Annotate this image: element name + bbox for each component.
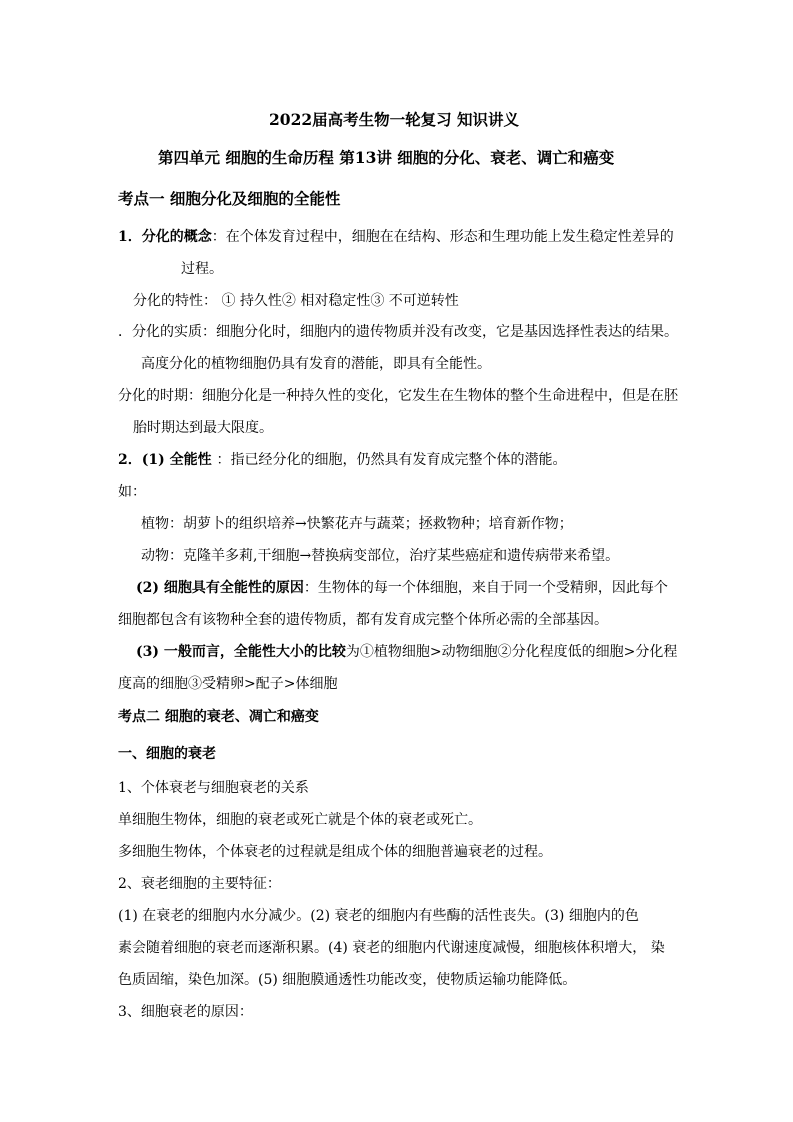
paragraph-animal-examples: 动物：克隆羊多莉,干细胞→替换病变部位，治疗某些癌症和遗传病带来希望。 xyxy=(141,548,620,564)
aging-features-line-1: (1) 在衰老的细胞内水分减少。(2) 衰老的细胞内有些酶的活性丧失。(3) 细胞内的色 xyxy=(118,908,639,924)
paragraph-differentiation-concept xyxy=(118,228,674,246)
comparison-label: (3) 一般而言，全能性大小的比较 xyxy=(136,644,346,660)
paragraph-differentiation-essence: ．分化的实质：细胞分化时，细胞内的遗传物质并没有改变，它是基因选择性表达的结果。 xyxy=(118,324,678,340)
paragraph-unicellular: 单细胞生物体，细胞的衰老或死亡就是个体的衰老或死亡。 xyxy=(118,812,482,828)
concept-continuation: 过程。 xyxy=(181,261,223,277)
paragraph-totipotency xyxy=(118,451,566,469)
aging-features-line-2: 素会随着细胞的衰老而逐渐积累。(4) 衰老的细胞内代谢速度减慢，细胞核体积增大， 染 xyxy=(118,940,665,956)
paragraph-aging-features: 2、衰老细胞的主要特征： xyxy=(118,876,281,892)
totipotency-label: 2．(1) 全能性 xyxy=(118,452,217,468)
paragraph-such-as: 如： xyxy=(118,484,146,500)
paragraph-aging-relation: 1、个体衰老与细胞衰老的关系 xyxy=(118,780,309,796)
totipotency-text: ：指已经分化的细胞，仍然具有发育成完整个体的潜能。 xyxy=(216,452,567,468)
reason-label: (2) 细胞具有全能性的原因 xyxy=(136,580,304,596)
concept-text: ：在个体发育过程中，细胞在在结构、形态和生理功能上发生稳定性差异的 xyxy=(211,229,674,245)
paragraph-multicellular: 多细胞生物体，个体衰老的过程就是组成个体的细胞普遍衰老的过程。 xyxy=(118,844,552,860)
subsection-aging: 一、细胞的衰老 xyxy=(118,746,216,762)
comparison-text: 为①植物细胞>动物细胞②分化程度低的细胞>分化程 xyxy=(345,644,678,660)
section2-heading: 考点二 细胞的衰老、凋亡和癌变 xyxy=(118,709,319,725)
aging-features-line-3: 色质固缩，染色加深。(5) 细胞膜通透性功能改变，使物质运输功能降低。 xyxy=(118,972,577,988)
reason-text: ：生物体的每一个体细胞，来自于同一个受精卵，因此每个 xyxy=(303,580,668,596)
paragraph-plant-totipotency: 高度分化的植物细胞仍具有发育的潜能，即具有全能性。 xyxy=(141,356,491,372)
paragraph-differentiation-traits: 分化的特性： ① 持久性② 相对稳定性③ 不可逆转性 xyxy=(133,293,459,309)
document-title: 2022届高考生物一轮复习 知识讲义 xyxy=(269,110,520,129)
section1-heading: 考点一 细胞分化及细胞的全能性 xyxy=(118,189,341,208)
paragraph-totipotency-reason xyxy=(136,579,668,597)
document-subtitle: 第四单元 细胞的生命历程 第13讲 细胞的分化、衰老、调亡和癌变 xyxy=(158,148,615,167)
paragraph-totipotency-comparison xyxy=(136,643,677,661)
concept-label: 1．分化的概念 xyxy=(118,229,212,245)
reason-continuation: 细胞都包含有该物种全套的遗传物质，都有发育成完整个体所必需的全部基因。 xyxy=(118,612,608,628)
comparison-continuation: 度高的细胞③受精卵>配子>体细胞 xyxy=(118,676,338,692)
paragraph-differentiation-period: 分化的时期：细胞分化是一种持久性的变化，它发生在生物体的整个生命进程中，但是在胚 xyxy=(118,388,678,404)
period-continuation: 胎时期达到最大限度。 xyxy=(133,420,273,436)
paragraph-aging-causes: 3、细胞衰老的原因： xyxy=(118,1004,253,1020)
paragraph-plant-examples: 植物：胡萝卜的组织培养→快繁花卉与蔬菜；拯救物种；培育新作物； xyxy=(141,516,573,532)
